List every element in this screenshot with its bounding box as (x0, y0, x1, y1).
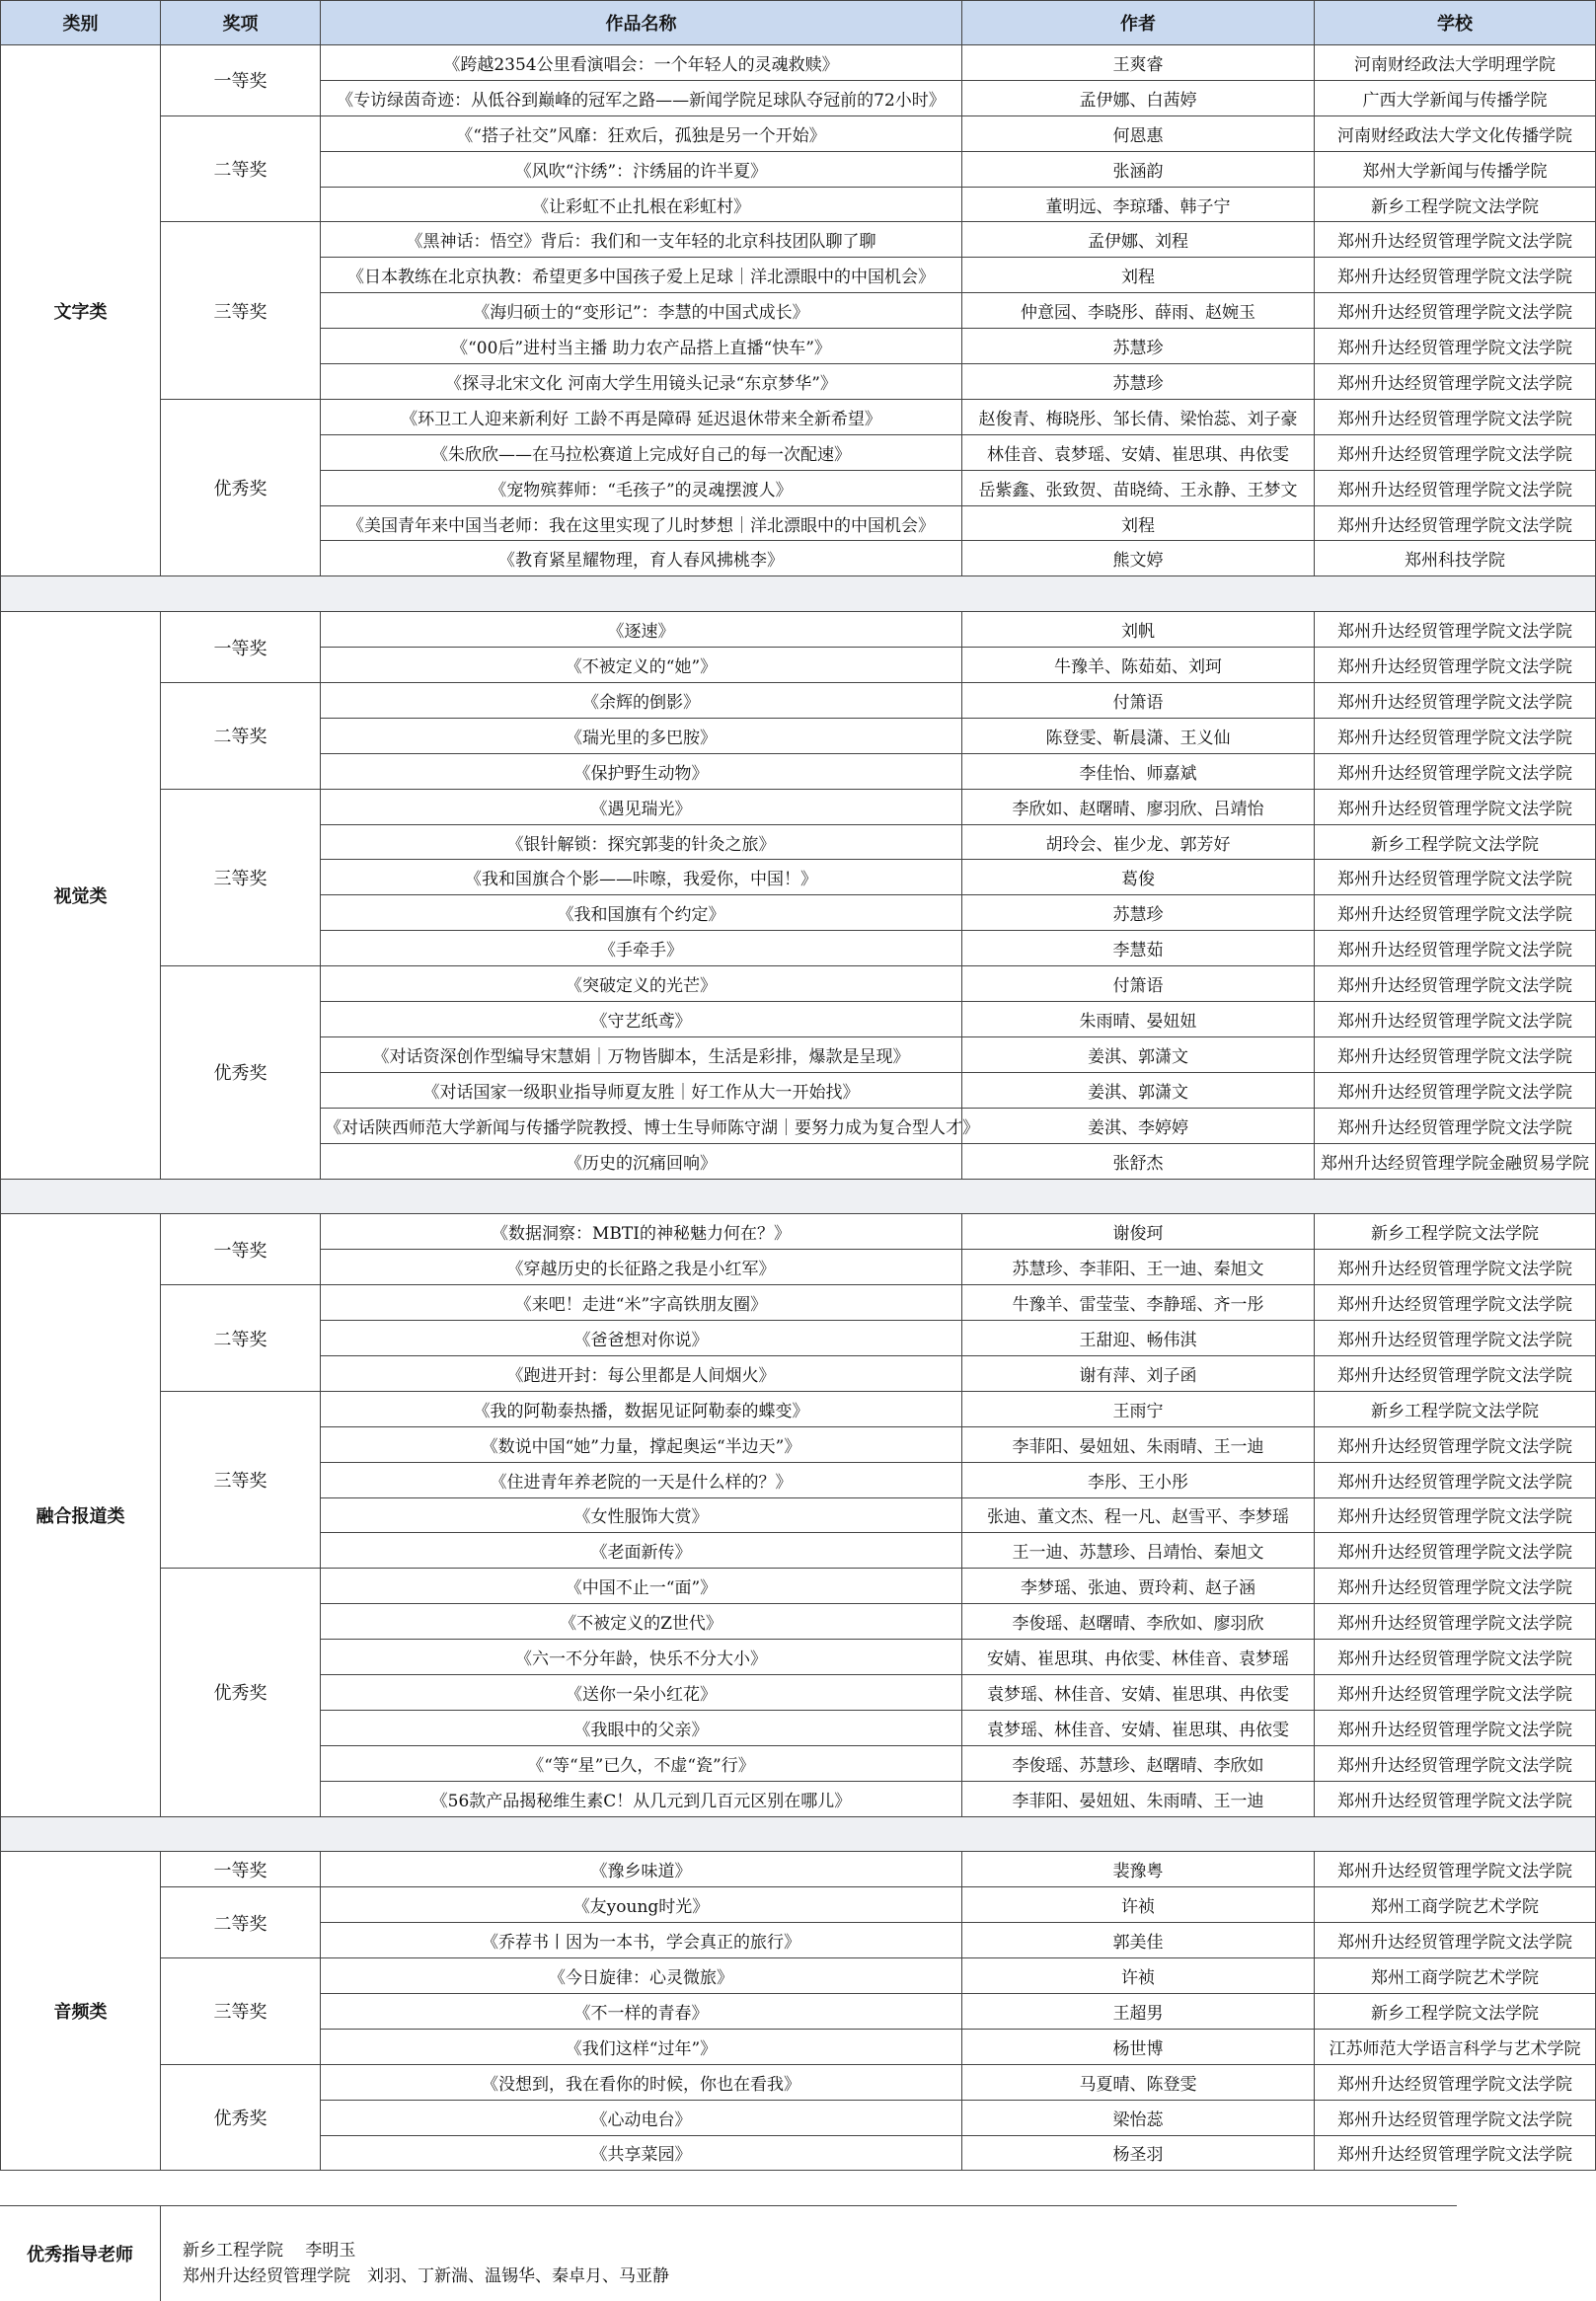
section-separator (1, 1816, 1596, 1852)
table-row (1, 45, 1596, 81)
table-row (1, 789, 1596, 824)
author-cell: 仲意园、李晓彤、薛雨、赵婉玉 (962, 293, 1315, 329)
title-cell: 《宠物殡葬师：“毛孩子”的灵魂摆渡人》 (321, 470, 962, 505)
author-cell: 姜淇、郭潇文 (962, 1036, 1315, 1072)
title-cell: 《探寻北宋文化 河南大学生用镜头记录“东京梦华”》 (321, 364, 962, 400)
award-cell: 优秀奖 (161, 2064, 321, 2171)
table-row (1, 399, 1596, 434)
school-cell: 郑州升达经贸管理学院文法学院 (1315, 258, 1596, 293)
award-cell: 一等奖 (161, 612, 321, 683)
title-cell: 《风吹“汴绣”：汴绣届的许半夏》 (321, 151, 962, 187)
author-cell: 苏慧珍 (962, 364, 1315, 400)
header-award: 奖项 (161, 1, 321, 45)
author-cell: 苏慧珍、李菲阳、王一迪、秦旭文 (962, 1250, 1315, 1285)
school-cell: 郑州升达经贸管理学院文法学院 (1315, 1321, 1596, 1356)
table-row (1, 1214, 1596, 1250)
title-cell: 《对话国家一级职业指导师夏友胜｜好工作从大一开始找》 (321, 1072, 962, 1108)
author-cell: 李佳怡、师嘉斌 (962, 753, 1315, 789)
title-cell: 《手牵手》 (321, 931, 962, 966)
school-cell: 郑州升达经贸管理学院文法学院 (1315, 753, 1596, 789)
author-cell: 杨圣羽 (962, 2135, 1315, 2171)
title-cell: 《今日旋律：心灵微旅》 (321, 1958, 962, 1994)
school-cell: 郑州升达经贸管理学院文法学院 (1315, 683, 1596, 719)
school-cell: 郑州升达经贸管理学院文法学院 (1315, 1462, 1596, 1497)
school-cell: 郑州升达经贸管理学院文法学院 (1315, 1497, 1596, 1533)
school-cell: 郑州升达经贸管理学院文法学院 (1315, 895, 1596, 931)
school-cell: 郑州升达经贸管理学院文法学院 (1315, 1710, 1596, 1745)
author-cell: 李欣如、赵曙晴、廖羽欣、吕靖怡 (962, 789, 1315, 824)
author-cell: 付箫语 (962, 683, 1315, 719)
title-cell: 《对话陕西师范大学新闻与传播学院教授、博士生导师陈守湖｜要努力成为复合型人才》 (321, 1108, 962, 1143)
award-cell: 优秀奖 (161, 966, 321, 1179)
author-cell: 刘帆 (962, 612, 1315, 648)
table-row (1, 1285, 1596, 1321)
school-cell: 郑州升达经贸管理学院文法学院 (1315, 1674, 1596, 1710)
table-row (1, 1852, 1596, 1887)
award-cell: 优秀奖 (161, 1569, 321, 1816)
title-cell: 《来吧！走进“米”字高铁朋友圈》 (321, 1285, 962, 1321)
school-cell: 郑州升达经贸管理学院文法学院 (1315, 1108, 1596, 1143)
author-cell: 谢有萍、刘子函 (962, 1355, 1315, 1391)
title-cell: 《数据洞察：MBTI的神秘魅力何在？》 (321, 1214, 962, 1250)
title-cell: 《我和国旗有个约定》 (321, 895, 962, 931)
author-cell: 孟伊娜、白茜婷 (962, 80, 1315, 115)
author-cell: 刘程 (962, 258, 1315, 293)
school-cell: 郑州升达经贸管理学院文法学院 (1315, 2100, 1596, 2135)
title-cell: 《送你一朵小红花》 (321, 1674, 962, 1710)
school-cell: 河南财经政法大学明理学院 (1315, 45, 1596, 81)
author-cell: 王爽睿 (962, 45, 1315, 81)
author-cell: 赵俊青、梅晓彤、邹长倩、梁怡蕊、刘子豪 (962, 399, 1315, 434)
title-cell: 《“等“星”已久，不虚“瓷”行》 (321, 1745, 962, 1781)
award-cell: 三等奖 (161, 789, 321, 965)
school-cell: 郑州升达经贸管理学院文法学院 (1315, 1533, 1596, 1569)
title-cell: 《日本教练在北京执教：希望更多中国孩子爱上足球｜洋北漂眼中的中国机会》 (321, 258, 962, 293)
school-cell: 新乡工程学院文法学院 (1315, 1214, 1596, 1250)
award-cell: 一等奖 (161, 1214, 321, 1285)
header-title: 作品名称 (321, 1, 962, 45)
author-cell: 张迪、董文杰、程一凡、赵雪平、李梦瑶 (962, 1497, 1315, 1533)
title-cell: 《友young时光》 (321, 1887, 962, 1923)
title-cell: 《没想到，我在看你的时候，你也在看我》 (321, 2064, 962, 2100)
title-cell: 《逐速》 (321, 612, 962, 648)
category-cell: 文字类 (1, 45, 161, 576)
school-cell: 郑州升达经贸管理学院文法学院 (1315, 1285, 1596, 1321)
author-cell: 陈登雯、靳晨潇、王义仙 (962, 718, 1315, 753)
school-cell: 广西大学新闻与传播学院 (1315, 80, 1596, 115)
title-cell: 《爸爸想对你说》 (321, 1321, 962, 1356)
teachers-line: 新乡工程学院 李明玉 (183, 2241, 356, 2261)
header-school: 学校 (1315, 1, 1596, 45)
author-cell: 牛豫羊、雷莹莹、李静瑶、齐一彤 (962, 1285, 1315, 1321)
author-cell: 李慧茹 (962, 931, 1315, 966)
author-cell: 岳紫鑫、张致贺、苗晓绮、王永静、王梦文 (962, 470, 1315, 505)
school-cell: 郑州升达经贸管理学院文法学院 (1315, 1426, 1596, 1462)
author-cell: 王甜迎、畅伟淇 (962, 1321, 1315, 1356)
school-cell: 郑州升达经贸管理学院文法学院 (1315, 1923, 1596, 1958)
school-cell: 郑州升达经贸管理学院文法学院 (1315, 718, 1596, 753)
author-cell: 王雨宁 (962, 1391, 1315, 1426)
award-cell: 三等奖 (161, 1391, 321, 1568)
header-author: 作者 (962, 1, 1315, 45)
school-cell: 郑州升达经贸管理学院文法学院 (1315, 612, 1596, 648)
school-cell: 郑州升达经贸管理学院文法学院 (1315, 293, 1596, 329)
title-cell: 《美国青年来中国当老师：我在这里实现了儿时梦想｜洋北漂眼中的中国机会》 (321, 505, 962, 541)
author-cell: 何恩惠 (962, 115, 1315, 151)
award-cell: 二等奖 (161, 1887, 321, 1958)
title-cell: 《豫乡味道》 (321, 1852, 962, 1887)
school-cell: 郑州工商学院艺术学院 (1315, 1958, 1596, 1994)
author-cell: 李菲阳、晏妞妞、朱雨晴、王一迪 (962, 1781, 1315, 1816)
award-cell: 二等奖 (161, 115, 321, 222)
table-row (1, 1958, 1596, 1994)
school-cell: 郑州升达经贸管理学院金融贸易学院 (1315, 1143, 1596, 1179)
teachers-line: 郑州升达经贸管理学院 刘羽、丁新湍、温锡华、秦卓月、马亚静 (183, 2266, 669, 2286)
school-cell: 郑州升达经贸管理学院文法学院 (1315, 1745, 1596, 1781)
title-cell: 《我的阿勒泰热播，数据见证阿勒泰的蝶变》 (321, 1391, 962, 1426)
school-cell: 郑州升达经贸管理学院文法学院 (1315, 789, 1596, 824)
title-cell: 《共享菜园》 (321, 2135, 962, 2171)
author-cell: 李俊瑶、赵曙晴、李欣如、廖羽欣 (962, 1604, 1315, 1640)
title-cell: 《心动电台》 (321, 2100, 962, 2135)
author-cell: 牛豫羊、陈茹茹、刘珂 (962, 648, 1315, 683)
school-cell: 郑州升达经贸管理学院文法学院 (1315, 1250, 1596, 1285)
title-cell: 《突破定义的光芒》 (321, 966, 962, 1002)
separator-cell (1, 1179, 1596, 1214)
title-cell: 《银针解锁：探究郭斐的针灸之旅》 (321, 824, 962, 860)
title-cell: 《穿越历史的长征路之我是小红军》 (321, 1250, 962, 1285)
title-cell: 《老面新传》 (321, 1533, 962, 1569)
title-cell: 《保护野生动物》 (321, 753, 962, 789)
author-cell: 董明远、李琼璠、韩子宁 (962, 187, 1315, 222)
title-cell: 《六一不分年龄，快乐不分大小》 (321, 1640, 962, 1675)
category-cell: 音频类 (1, 1852, 161, 2171)
title-cell: 《海归硕士的“变形记”：李慧的中国式成长》 (321, 293, 962, 329)
author-cell: 朱雨晴、晏妞妞 (962, 1002, 1315, 1037)
school-cell: 郑州升达经贸管理学院文法学院 (1315, 434, 1596, 470)
title-cell: 《让彩虹不止扎根在彩虹村》 (321, 187, 962, 222)
section-separator (1, 576, 1596, 612)
author-cell: 付箫语 (962, 966, 1315, 1002)
table-row (1, 115, 1596, 151)
awards-table-body (1, 1, 1596, 2171)
school-cell: 郑州升达经贸管理学院文法学院 (1315, 1072, 1596, 1108)
table-row (1, 222, 1596, 258)
school-cell: 郑州升达经贸管理学院文法学院 (1315, 1852, 1596, 1887)
table-row (1, 1391, 1596, 1426)
school-cell: 新乡工程学院文法学院 (1315, 1993, 1596, 2029)
title-cell: 《不一样的青春》 (321, 1993, 962, 2029)
author-cell: 姜淇、郭潇文 (962, 1072, 1315, 1108)
author-cell: 姜淇、李婷婷 (962, 1108, 1315, 1143)
school-cell: 郑州升达经贸管理学院文法学院 (1315, 329, 1596, 364)
author-cell: 苏慧珍 (962, 329, 1315, 364)
table-row (1, 612, 1596, 648)
title-cell: 《跑进开封：每公里都是人间烟火》 (321, 1355, 962, 1391)
title-cell: 《遇见瑞光》 (321, 789, 962, 824)
school-cell: 郑州升达经贸管理学院文法学院 (1315, 1569, 1596, 1604)
school-cell: 郑州升达经贸管理学院文法学院 (1315, 931, 1596, 966)
separator-cell (1, 576, 1596, 612)
school-cell: 郑州升达经贸管理学院文法学院 (1315, 2135, 1596, 2171)
author-cell: 马夏晴、陈登雯 (962, 2064, 1315, 2100)
title-cell: 《中国不止一“面”》 (321, 1569, 962, 1604)
title-cell: 《不被定义的Z世代》 (321, 1604, 962, 1640)
title-cell: 《守艺纸鸢》 (321, 1002, 962, 1037)
title-cell: 《环卫工人迎来新利好 工龄不再是障碍 延迟退休带来全新希望》 (321, 399, 962, 434)
title-cell: 《瑞光里的多巴胺》 (321, 718, 962, 753)
award-cell: 一等奖 (161, 1852, 321, 1887)
school-cell: 郑州升达经贸管理学院文法学院 (1315, 2064, 1596, 2100)
table-row (1, 1569, 1596, 1604)
title-cell: 《历史的沉痛回响》 (321, 1143, 962, 1179)
author-cell: 许祯 (962, 1887, 1315, 1923)
title-cell: 《黑神话：悟空》背后：我们和一支年轻的北京科技团队聊了聊 (321, 222, 962, 258)
author-cell: 张舒杰 (962, 1143, 1315, 1179)
title-cell: 《朱欣欣——在马拉松赛道上完成好自己的每一次配速》 (321, 434, 962, 470)
award-cell: 一等奖 (161, 45, 321, 116)
separator-cell (1, 1816, 1596, 1852)
author-cell: 林佳音、袁梦瑶、安婧、崔思琪、冉依雯 (962, 434, 1315, 470)
title-cell: 《住进青年养老院的一天是什么样的？》 (321, 1462, 962, 1497)
author-cell: 袁梦瑶、林佳音、安婧、崔思琪、冉依雯 (962, 1674, 1315, 1710)
table-header-row (1, 1, 1596, 45)
category-cell: 融合报道类 (1, 1214, 161, 1816)
section-separator (1, 1179, 1596, 1214)
award-cell: 二等奖 (161, 1285, 321, 1392)
school-cell: 郑州升达经贸管理学院文法学院 (1315, 364, 1596, 400)
author-cell: 张涵韵 (962, 151, 1315, 187)
excellent-teachers-section (0, 2205, 1457, 2301)
author-cell: 刘程 (962, 505, 1315, 541)
school-cell: 新乡工程学院文法学院 (1315, 187, 1596, 222)
title-cell: 《对话资深创作型编导宋慧娟｜万物皆脚本，生活是彩排，爆款是呈现》 (321, 1036, 962, 1072)
school-cell: 郑州升达经贸管理学院文法学院 (1315, 966, 1596, 1002)
school-cell: 新乡工程学院文法学院 (1315, 1391, 1596, 1426)
category-cell: 视觉类 (1, 612, 161, 1179)
school-cell: 郑州升达经贸管理学院文法学院 (1315, 1604, 1596, 1640)
author-cell: 熊文婷 (962, 541, 1315, 576)
author-cell: 郭美佳 (962, 1923, 1315, 1958)
title-cell: 《专访绿茵奇迹：从低谷到巅峰的冠军之路——新闻学院足球队夺冠前的72小时》 (321, 80, 962, 115)
title-cell: 《乔荐书丨因为一本书，学会真正的旅行》 (321, 1923, 962, 1958)
title-cell: 《56款产品揭秘维生素C！从几元到几百元区别在哪儿》 (321, 1781, 962, 1816)
author-cell: 杨世博 (962, 2029, 1315, 2064)
author-cell: 谢俊珂 (962, 1214, 1315, 1250)
table-row (1, 2064, 1596, 2100)
school-cell: 郑州工商学院艺术学院 (1315, 1887, 1596, 1923)
school-cell: 郑州升达经贸管理学院文法学院 (1315, 470, 1596, 505)
author-cell: 王超男 (962, 1993, 1315, 2029)
school-cell: 郑州升达经贸管理学院文法学院 (1315, 1355, 1596, 1391)
author-cell: 王一迪、苏慧珍、吕靖怡、秦旭文 (962, 1533, 1315, 1569)
school-cell: 江苏师范大学语言科学与艺术学院 (1315, 2029, 1596, 2064)
school-cell: 郑州升达经贸管理学院文法学院 (1315, 1036, 1596, 1072)
author-cell: 胡玲会、崔少龙、郭芳好 (962, 824, 1315, 860)
author-cell: 许祯 (962, 1958, 1315, 1994)
author-cell: 葛俊 (962, 860, 1315, 895)
header-category: 类别 (1, 1, 161, 45)
author-cell: 袁梦瑶、林佳音、安婧、崔思琪、冉依雯 (962, 1710, 1315, 1745)
author-cell: 苏慧珍 (962, 895, 1315, 931)
title-cell: 《数说中国“她”力量，撑起奥运“半边天”》 (321, 1426, 962, 1462)
title-cell: 《跨越2354公里看演唱会：一个年轻人的灵魂救赎》 (321, 45, 962, 81)
school-cell: 郑州升达经贸管理学院文法学院 (1315, 860, 1596, 895)
table-row (1, 1887, 1596, 1923)
school-cell: 郑州升达经贸管理学院文法学院 (1315, 1640, 1596, 1675)
table-row (1, 683, 1596, 719)
title-cell: 《“搭子社交”风靡：狂欢后，孤独是另一个开始》 (321, 115, 962, 151)
school-cell: 河南财经政法大学文化传播学院 (1315, 115, 1596, 151)
school-cell: 郑州升达经贸管理学院文法学院 (1315, 222, 1596, 258)
school-cell: 郑州升达经贸管理学院文法学院 (1315, 1002, 1596, 1037)
author-cell: 李梦瑶、张迪、贾玲莉、赵子涵 (962, 1569, 1315, 1604)
award-cell: 优秀奖 (161, 399, 321, 575)
award-cell: 三等奖 (161, 222, 321, 399)
table-row (1, 966, 1596, 1002)
school-cell: 郑州升达经贸管理学院文法学院 (1315, 399, 1596, 434)
author-cell: 李彤、王小彤 (962, 1462, 1315, 1497)
title-cell: 《教育紧星耀物理，育人春风拂桃李》 (321, 541, 962, 576)
school-cell: 郑州升达经贸管理学院文法学院 (1315, 648, 1596, 683)
award-cell: 三等奖 (161, 1958, 321, 2065)
author-cell: 孟伊娜、刘程 (962, 222, 1315, 258)
title-cell: 《女性服饰大赏》 (321, 1497, 962, 1533)
teachers-list (161, 2206, 669, 2301)
award-cell: 二等奖 (161, 683, 321, 790)
author-cell: 李菲阳、晏妞妞、朱雨晴、王一迪 (962, 1426, 1315, 1462)
title-cell: 《余辉的倒影》 (321, 683, 962, 719)
author-cell: 李俊瑶、苏慧珍、赵曙晴、李欣如 (962, 1745, 1315, 1781)
title-cell: 《我和国旗合个影——咔嚓，我爱你，中国！》 (321, 860, 962, 895)
school-cell: 郑州升达经贸管理学院文法学院 (1315, 505, 1596, 541)
teachers-label: 优秀指导老师 (0, 2206, 161, 2301)
title-cell: 《不被定义的“她”》 (321, 648, 962, 683)
author-cell: 安婧、崔思琪、冉依雯、林佳音、袁梦瑶 (962, 1640, 1315, 1675)
school-cell: 郑州大学新闻与传播学院 (1315, 151, 1596, 187)
title-cell: 《我眼中的父亲》 (321, 1710, 962, 1745)
author-cell: 梁怡蕊 (962, 2100, 1315, 2135)
school-cell: 郑州升达经贸管理学院文法学院 (1315, 1781, 1596, 1816)
author-cell: 裴豫粤 (962, 1852, 1315, 1887)
title-cell: 《“00后”进村当主播 助力农产品搭上直播“快车”》 (321, 329, 962, 364)
school-cell: 郑州科技学院 (1315, 541, 1596, 576)
title-cell: 《我们这样“过年”》 (321, 2029, 962, 2064)
school-cell: 新乡工程学院文法学院 (1315, 824, 1596, 860)
